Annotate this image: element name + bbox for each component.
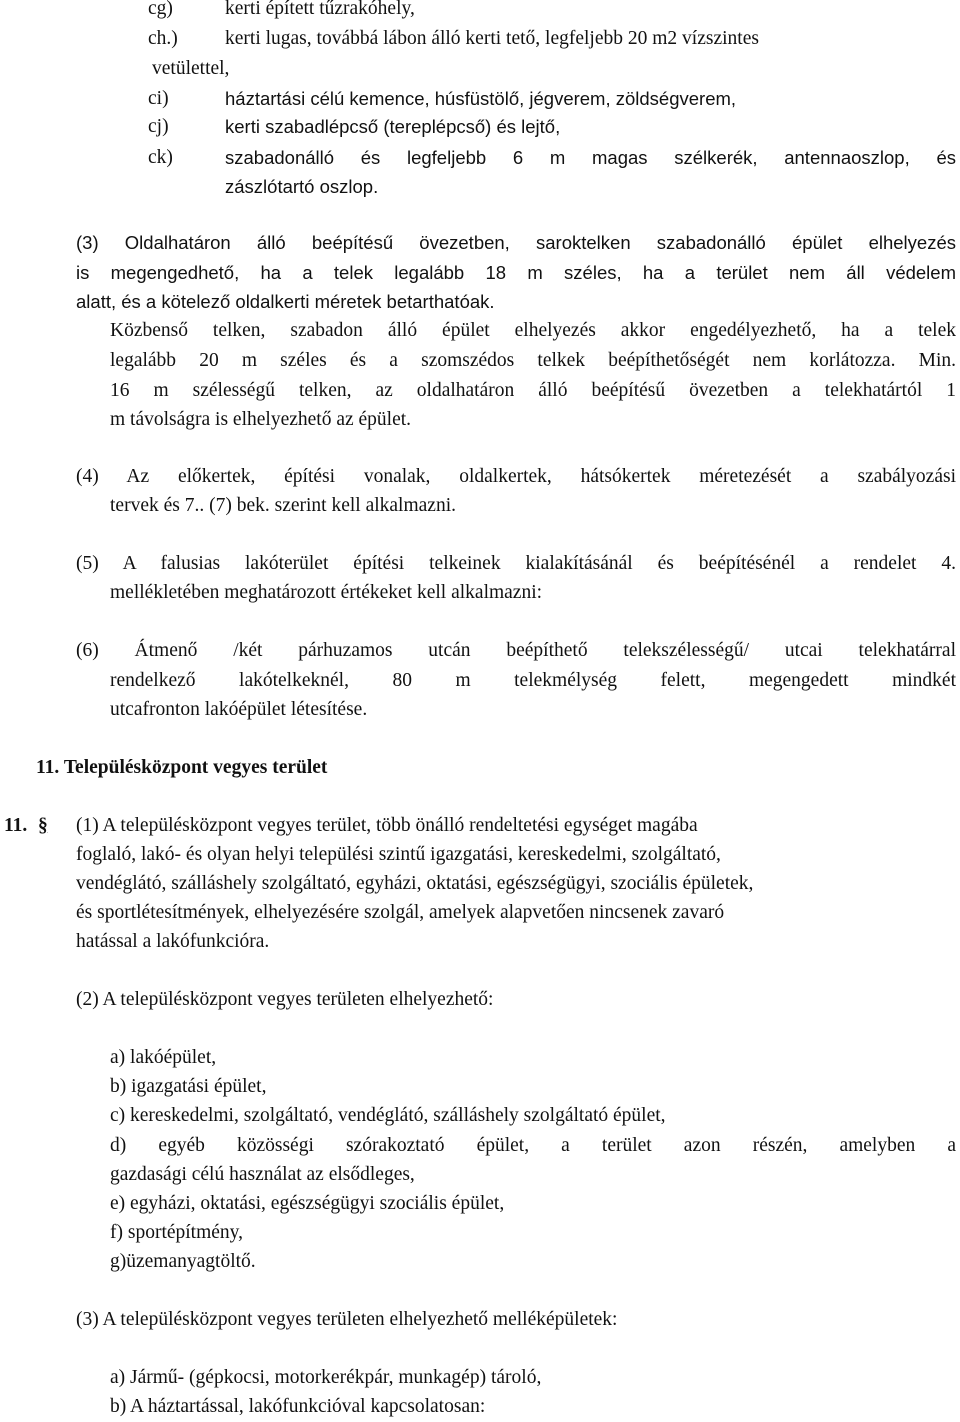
item-cg-text: kerti épített tűzrakóhely, bbox=[225, 0, 415, 19]
s11-p1-line2: foglaló, lakó- és olyan helyi települési szintű igazgatási, kereskedelmi, szolgáltató, bbox=[76, 844, 721, 865]
word: m bbox=[549, 147, 566, 168]
s11-p3-item-a: a) Jármű- (gépkocsi, motorkerékpár, munkagép) tároló, bbox=[110, 1367, 542, 1388]
word: 6 bbox=[512, 147, 524, 168]
s11-p3-item-b: b) A háztartással, lakófunkcióval kapcsolatosan: bbox=[110, 1396, 486, 1417]
s11-p2-item-a: a) lakóépület, bbox=[110, 1047, 217, 1068]
para5-line2: mellékletében meghatározott értékeket kell alkalmazni: bbox=[110, 582, 543, 603]
section-heading: 11. Településközpont vegyes terület bbox=[36, 757, 328, 778]
s11-p1-line3: vendéglátó, szálláshely szolgáltató, egyházi, oktatási, egészségügyi, szociális épületek, bbox=[76, 873, 754, 894]
word: legfeljebb bbox=[406, 147, 487, 168]
section-sign: § bbox=[38, 815, 48, 836]
para3-line5: legalább 20 m széles és a szomszédos telkek beépíthetőségét nem korlátozza. Min. bbox=[110, 350, 956, 371]
s11-p2-item-b: b) igazgatási épület, bbox=[110, 1076, 267, 1097]
para5-line1: (5) A falusias lakóterület építési telkeinek kialakításánál és beépítésénél a rendelet 4. bbox=[76, 553, 956, 574]
word: szélkerék, bbox=[674, 147, 758, 168]
para3-line3: alatt, és a kötelező oldalkerti méretek betarthatóak. bbox=[76, 291, 495, 312]
para6-line1: (6) Átmenő /két párhuzamos utcán beépíthető telekszélességű/ utcai telekhatárral bbox=[76, 640, 956, 661]
para3-line6: 16 m szélességű telken, az oldalhatáron álló beépítésű övezetben a telekhatártól 1 bbox=[110, 380, 956, 401]
para6-line3: utcafronton lakóépület létesítése. bbox=[110, 699, 368, 720]
s11-p2-item-c: c) kereskedelmi, szolgáltató, vendéglátó, szálláshely szolgáltató épület, bbox=[110, 1105, 666, 1126]
para3-line4: Közbenső telken, szabadon álló épület elhelyezés akkor engedélyezhető, ha a telek bbox=[110, 320, 956, 341]
s11-p1-line4: és sportlétesítmények, elhelyezésére szolgál, amelyek alapvetően nincsenek zavaró bbox=[76, 902, 725, 923]
word: magas bbox=[592, 147, 648, 168]
paragraph-number: 11. bbox=[4, 815, 28, 836]
s11-p2-item-f: f) sportépítmény, bbox=[110, 1222, 244, 1243]
word: szabadonálló bbox=[225, 147, 335, 168]
item-ck-label: ck) bbox=[148, 147, 173, 168]
item-ck-continuation: zászlótartó oszlop. bbox=[225, 176, 379, 197]
s11-p2-intro: (2) A településközpont vegyes területen elhelyezhető: bbox=[76, 989, 494, 1010]
para3-line7: m távolságra is elhelyezhető az épület. bbox=[110, 409, 412, 430]
item-cj-label: cj) bbox=[148, 116, 169, 137]
item-ch-text: kerti lugas, továbbá lábon álló kerti tető, legfeljebb 20 m2 vízszintes bbox=[225, 28, 759, 49]
item-ck-text bbox=[225, 146, 956, 170]
s11-p2-item-d-line2: gazdasági célú használat az elsődleges, bbox=[110, 1164, 415, 1185]
para4-line1: (4) Az előkertek, építési vonalak, oldalkertek, hátsókertek méretezését a szabályozási bbox=[76, 466, 956, 487]
word: és bbox=[936, 147, 956, 168]
word: és bbox=[360, 147, 381, 168]
para4-line2: tervek és 7.. (7) bek. szerint kell alkalmazni. bbox=[110, 495, 456, 516]
para6-line2: rendelkező lakótelkeknél, 80 m telekmélység felett, megengedett mindkét bbox=[110, 670, 956, 691]
item-ch-continuation: vetülettel, bbox=[152, 58, 230, 79]
item-cg-label: cg) bbox=[148, 0, 173, 19]
s11-p2-item-g: g)üzemanyagtöltő. bbox=[110, 1251, 256, 1272]
item-cj-text: kerti szabadlépcső (tereplépcső) és lejtő, bbox=[225, 116, 561, 137]
s11-p1-line5: hatással a lakófunkcióra. bbox=[76, 931, 270, 952]
item-ci-text: háztartási célú kemence, húsfüstölő, jégverem, zöldségverem, bbox=[225, 88, 737, 109]
s11-p2-item-e: e) egyházi, oktatási, egészségügyi szociális épület, bbox=[110, 1193, 505, 1214]
s11-p3-intro: (3) A településközpont vegyes területen elhelyezhető melléképületek: bbox=[76, 1309, 618, 1330]
s11-p2-item-d-line1: d) egyéb közösségi szórakoztató épület, a terület azon részén, amelyben a bbox=[110, 1135, 956, 1156]
item-ch-label: ch.) bbox=[148, 28, 178, 49]
para3-line1: (3) Oldalhatáron álló beépítésű övezetben, saroktelken szabadonálló épület elhelyezés bbox=[76, 232, 956, 253]
para3-line2: is megengedhető, ha a telek legalább 18 m széles, ha a terület nem áll védelem bbox=[76, 262, 956, 283]
item-ci-label: ci) bbox=[148, 88, 169, 109]
word: antennaoszlop, bbox=[784, 147, 910, 168]
s11-p1-line1: (1) A településközpont vegyes terület, több önálló rendeltetési egységet magába bbox=[76, 815, 698, 836]
